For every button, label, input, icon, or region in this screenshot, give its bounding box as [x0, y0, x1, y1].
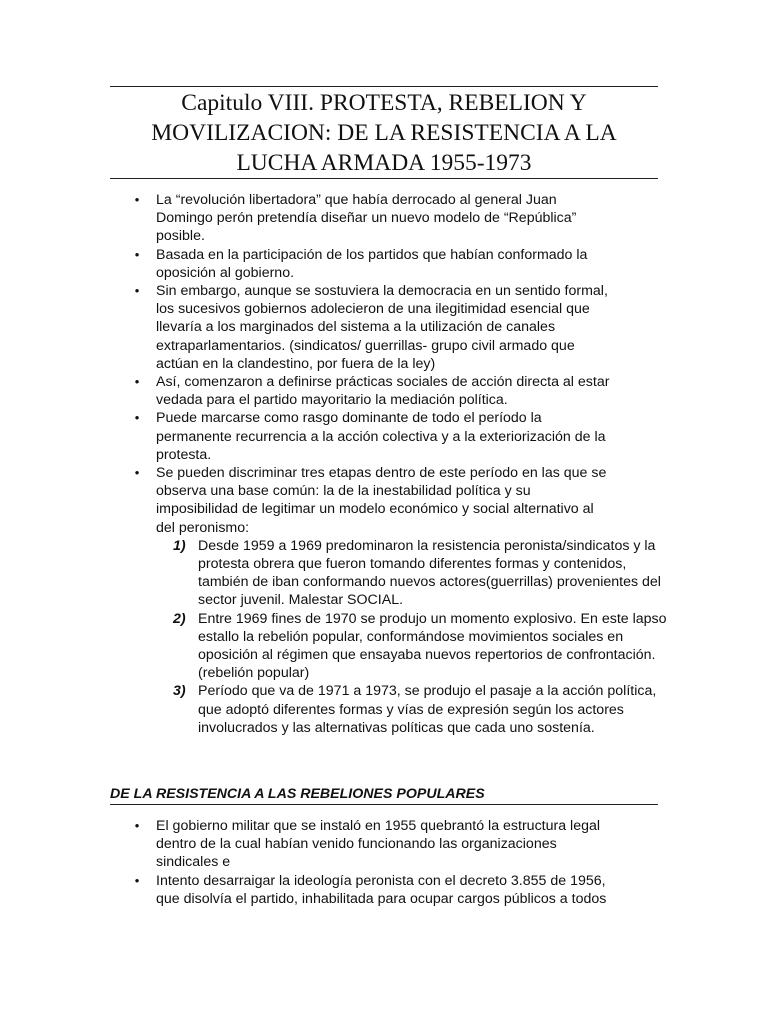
- section-heading: DE LA RESISTENCIA A LAS REBELIONES POPULARES: [110, 786, 485, 802]
- list-item: • Así, comenzaron a definirse prácticas sociales de acción directa al estar vedada para el partido mayoritario la mediación política.: [110, 373, 658, 409]
- bullet-icon: •: [134, 465, 140, 481]
- bullet-icon: •: [134, 872, 140, 888]
- bullet-icon: •: [134, 818, 140, 833]
- chapter-title-line: Capitulo VIII. PROTESTA, REBELION Y: [181, 90, 587, 116]
- bullet-icon: •: [134, 374, 140, 390]
- section-bullet-list: [110, 817, 658, 908]
- list-item: • La “revolución libertadora” que había derrocado al general Juan Domingo perón pretendía diseñar un nuevo modelo de “República” posible.: [110, 191, 658, 246]
- list-item: • Intento desarraigar la ideología peronista con el decreto 3.855 de 1956, que disolvía el partido, inhabilitada para ocupar cargos públicos a todos: [110, 872, 658, 908]
- stage-item: 2) Entre 1969 fines de 1970 se produjo un momento explosivo. En este lapso estallo la rebelión popular, conformándose movimientos sociales en oposición al régimen que ensayaba nuevos repertorios de confrontación. (rebelión popular): [173, 610, 667, 682]
- stage-item: 3) Período que va de 1971 a 1973, se produjo el pasaje a la acción política, que adoptó diferentes formas y vías de expresión según los actores involucrados y las alternativas políticas que cada uno sostenía.: [173, 683, 657, 736]
- list-item: • Puede marcarse como rasgo dominante de todo el período la permanente recurrencia a la acción colectiva y a la exteriorización de la protesta.: [110, 409, 658, 464]
- stage-number: 1): [173, 537, 186, 554]
- bullet-icon: •: [134, 410, 140, 426]
- list-item: • El gobierno militar que se instaló en 1955 quebrantó la estructura legal dentro de la cual habían venido funcionando las organizaciones sindicales e: [110, 817, 658, 872]
- bullet-icon: •: [134, 246, 140, 262]
- section-rule: [110, 804, 658, 805]
- title-top-rule: [110, 86, 658, 87]
- chapter-title-line: MOVILIZACION: DE LA RESISTENCIA A LA: [151, 120, 617, 146]
- bullet-icon: •: [134, 192, 140, 207]
- stage-number: 3): [173, 683, 186, 700]
- intro-bullet-list: [110, 191, 667, 737]
- chapter-title-line: LUCHA ARMADA 1955-1973: [236, 150, 532, 176]
- stage-item: 1) Desde 1959 a 1969 predominaron la resistencia peronista/sindicatos y la protesta obrera que fueron tomando diferentes formas y contenidos, también de iban conformando nuevos actores(guerrillas) provenientes del sector juvenil. Malestar SOCIAL.: [173, 537, 661, 609]
- bullet-icon: •: [134, 283, 140, 299]
- stage-number: 2): [173, 610, 186, 627]
- list-item: • Se pueden discriminar tres etapas dentro de este período en las que se observa una base común: la de la inestabilidad política y su imposibilidad de legitimar un modelo económico y social alternativo al del peronismo: 1) Desde 1959 a 1969 predominaron la resistencia peronista/sindicatos y la protesta obrera que fueron tomando diferentes formas y contenidos, también de iban conformando nuevos actores(guerrillas) provenientes del sector juvenil. Malestar SOCIAL. 2) Entre 1969 fines de 1970 se produjo un momento explosivo. En este lapso estallo la rebelión popular, conformándose movimientos sociales en oposición al régimen que ensayaba nuevos repertorios de confrontación. (rebelión popular) 3) Período que va de 1971 a 1973, se produjo el pasaje a la acción política, que adoptó diferentes formas y vías de expresión según los actores involucrados y las alternativas políticas que cada uno sostenía.: [110, 464, 658, 737]
- title-bottom-rule: [110, 178, 658, 179]
- list-item: • Basada en la participación de los partidos que habían conformado la oposición al gobierno.: [110, 246, 658, 282]
- list-item: • Sin embargo, aunque se sostuviera la democracia en un sentido formal, los sucesivos gobiernos adolecieron de una ilegitimidad esencial que llevaría a los marginados del sistema a la utilización de canales extraparlamentarios. (sindicatos/ guerrillas- grupo civil armado que actúan en la clandestino, por fuera de la ley): [110, 282, 658, 373]
- stages-list: [173, 537, 675, 737]
- chapter-title: [110, 88, 658, 178]
